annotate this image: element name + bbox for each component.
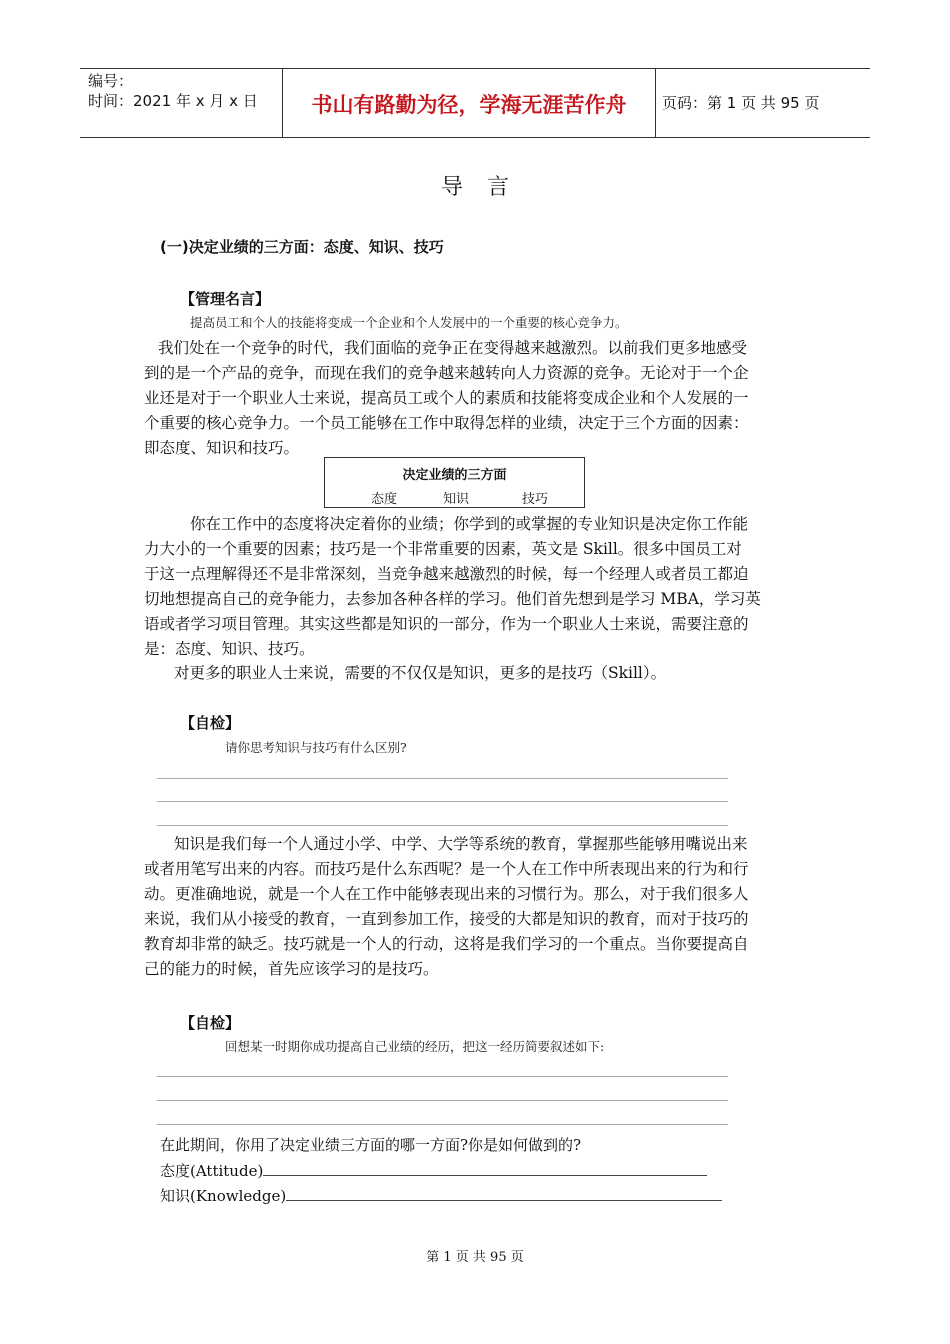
knowledge-answer-line[interactable] — [286, 1185, 722, 1201]
quote-label: 【管理名言】 — [180, 290, 271, 308]
answer-line[interactable] — [157, 1124, 728, 1125]
answer-line[interactable] — [157, 1076, 728, 1077]
paragraph-line: 语或者学习项目管理。其实这些都是知识的一部分，作为一个职业人士来说，需要注意的 — [144, 615, 749, 633]
answer-line[interactable] — [157, 778, 728, 779]
paragraph-line: 对更多的职业人士来说，需要的不仅仅是知识，更多的是技巧（Skill）。 — [174, 664, 667, 682]
paragraph-line: 来说，我们从小接受的教育，一直到参加工作，接受的大都是知识的教育，而对于技巧的 — [144, 910, 749, 928]
header-motto-cell — [282, 69, 656, 137]
answer-line[interactable] — [157, 1100, 728, 1101]
paragraph-line: 切地想提高自己的竞争能力，去参加各种各样的学习。他们首先想到是学习 MBA，学习英 — [144, 590, 761, 608]
paragraph-line: 个重要的核心竞争力。一个员工能够在工作中取得怎样的业绩，决定于三个方面的因素： — [144, 414, 749, 432]
answer-line[interactable] — [157, 825, 728, 826]
paragraph-line: 是：态度、知识、技巧。 — [144, 640, 315, 658]
serial-label: 编号： — [88, 72, 134, 90]
paragraph-line: 于这一点理解得还不是非常深刻，当竞争越来越激烈的时候，每一个经理人或者员工都迫 — [144, 565, 749, 583]
page-title: 导言 — [440, 175, 533, 200]
paragraph-line: 己的能力的时候，首先应该学习的是技巧。 — [144, 960, 439, 978]
table-title: 决定业绩的三方面 — [402, 468, 507, 483]
reflection-question: 在此期间，你用了决定业绩三方面的哪一方面?你是如何做到的? — [160, 1136, 582, 1154]
motto-text: 书山有路勤为径，学海无涯苦作舟 — [311, 93, 627, 117]
time-label: 时间：2021 年 x 月 x 日 — [88, 92, 258, 110]
paragraph-line: 教育却非常的缺乏。技巧就是一个人的行动，这将是我们学习的一个重点。当你要提高自 — [144, 935, 749, 953]
self-check-label: 【自检】 — [180, 1014, 241, 1032]
paragraph-line: 知识是我们每一个人通过小学、中学、大学等系统的教育，掌握那些能够用嘴说出来 — [174, 835, 748, 853]
paragraph-line: 即态度、知识和技巧。 — [144, 439, 300, 457]
paragraph-3 — [144, 661, 808, 686]
page-info: 页码：第 1 页 共 95 页 — [662, 94, 820, 112]
paragraph-line: 到的是一个产品的竞争，而现在我们的竞争越来越转向人力资源的竞争。无论对于一个企 — [144, 364, 749, 382]
paragraph-line: 或者用笔写出来的内容。而技巧是什么东西呢？是一个人在工作中所表现出来的行为和行 — [144, 860, 749, 878]
page-footer: 第 1 页 共 95 页 — [426, 1250, 524, 1265]
paragraph-2 — [144, 512, 808, 662]
header-meta-cell — [80, 69, 282, 137]
table-item-skill: 技巧 — [522, 492, 549, 507]
paragraph-line: 我们处在一个竞争的时代，我们面临的竞争正在变得越来越激烈。以前我们更多地感受 — [158, 339, 748, 357]
header-page-cell — [654, 69, 870, 137]
attitude-field[interactable] — [160, 1160, 707, 1181]
section-title: (一)决定业绩的三方面：态度、知识、技巧 — [160, 238, 444, 256]
knowledge-field[interactable] — [160, 1185, 722, 1206]
paragraph-line: 业还是对于一个职业人士来说，提高员工或个人的素质和技能将变成企业和个人发展的一 — [144, 389, 749, 407]
knowledge-label: 知识(Knowledge) — [160, 1187, 287, 1205]
self-check-question: 回想某一时期你成功提高自己业绩的经历，把这一经历简要叙述如下: — [225, 1039, 605, 1054]
paragraph-line: 动。更准确地说，就是一个人在工作中能够表现出来的习惯行为。那么，对于我们很多人 — [144, 885, 749, 903]
attitude-answer-line[interactable] — [263, 1160, 707, 1176]
performance-factors-table — [324, 457, 585, 508]
paragraph-4 — [144, 832, 808, 982]
document-header — [80, 68, 870, 138]
quote-text: 提高员工和个人的技能将变成一个企业和个人发展中的一个重要的核心竞争力。 — [190, 315, 628, 330]
attitude-label: 态度(Attitude) — [160, 1162, 264, 1180]
self-check-question: 请你思考知识与技巧有什么区别? — [225, 740, 407, 755]
table-item-attitude: 态度 — [371, 492, 398, 507]
paragraph-line: 力大小的一个重要的因素；技巧是一个非常重要的因素，英文是 Skill。很多中国员工对 — [144, 540, 742, 558]
answer-line[interactable] — [157, 801, 728, 802]
table-item-knowledge: 知识 — [443, 492, 470, 507]
paragraph-1 — [144, 336, 808, 461]
paragraph-line: 你在工作中的态度将决定着你的业绩；你学到的或掌握的专业知识是决定你工作能 — [190, 515, 749, 533]
self-check-label: 【自检】 — [180, 714, 241, 732]
